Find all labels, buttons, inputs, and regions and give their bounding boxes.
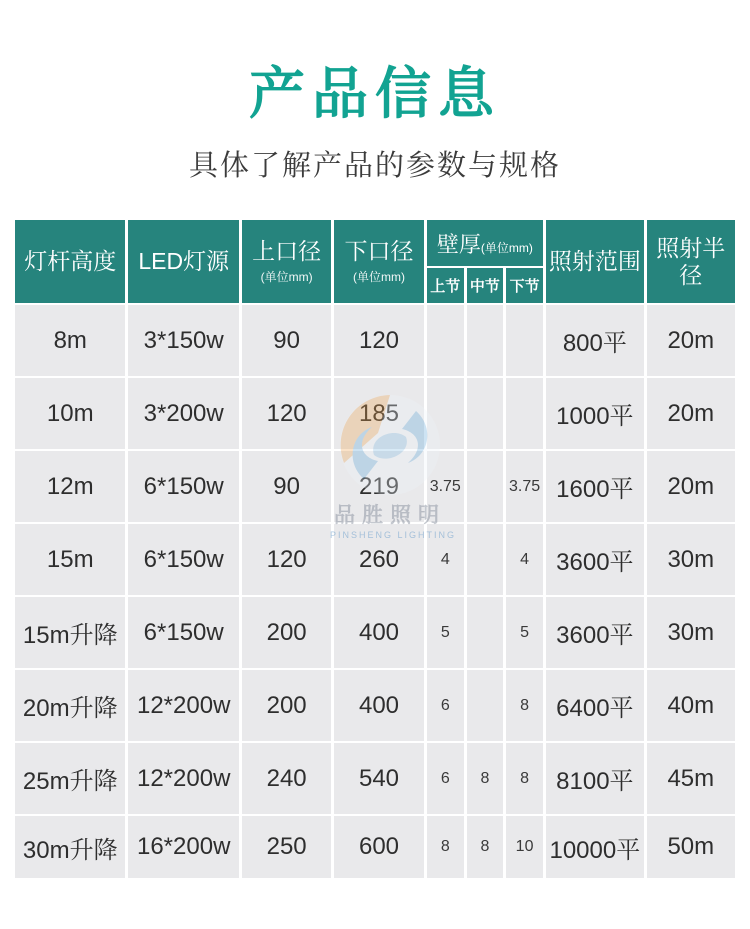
table-cell: 50m bbox=[647, 816, 735, 878]
subcol-header-middle-section: 中节 bbox=[467, 268, 503, 303]
table-cell: 25m升降 bbox=[15, 743, 125, 814]
table-cell: 20m升降 bbox=[15, 670, 125, 741]
table-cell: 3600平 bbox=[546, 524, 643, 595]
table-cell: 540 bbox=[334, 743, 423, 814]
table-body bbox=[15, 305, 735, 878]
table-cell: 3600平 bbox=[546, 597, 643, 668]
table-cell: 20m bbox=[647, 451, 735, 522]
table-cell: 8 bbox=[506, 743, 543, 814]
table-row bbox=[15, 743, 735, 814]
page-subtitle: 具体了解产品的参数与规格 bbox=[188, 150, 561, 183]
table-cell: 30m bbox=[647, 597, 735, 668]
table-cell: 12*200w bbox=[128, 743, 238, 814]
table-cell: 3*200w bbox=[128, 378, 238, 449]
table-cell: 1000平 bbox=[546, 378, 643, 449]
table-row bbox=[15, 670, 735, 741]
table-cell: 5 bbox=[427, 597, 464, 668]
table-cell: 240 bbox=[242, 743, 331, 814]
table-row bbox=[15, 378, 735, 449]
table-row bbox=[15, 305, 735, 376]
table-cell: 8 bbox=[467, 743, 503, 814]
page-header bbox=[0, 0, 750, 184]
page-title: 产品信息 bbox=[249, 62, 501, 125]
col-header-illumination-range: 照射范围 bbox=[546, 220, 643, 303]
table-cell bbox=[427, 378, 464, 449]
table-cell: 20m bbox=[647, 378, 735, 449]
table-cell: 800平 bbox=[546, 305, 643, 376]
subcol-header-upper-section: 上节 bbox=[427, 268, 464, 303]
table-cell: 200 bbox=[242, 670, 331, 741]
table-cell: 6*150w bbox=[128, 524, 238, 595]
table-cell: 90 bbox=[242, 451, 331, 522]
table-cell: 40m bbox=[647, 670, 735, 741]
table-cell: 120 bbox=[242, 378, 331, 449]
table-cell: 8 bbox=[506, 670, 543, 741]
table-row bbox=[15, 451, 735, 522]
table-cell: 4 bbox=[506, 524, 543, 595]
table-cell bbox=[467, 597, 503, 668]
table-cell bbox=[506, 378, 543, 449]
table-cell bbox=[427, 305, 464, 376]
unit-label: (单位mm) bbox=[260, 269, 313, 284]
table-cell: 15m bbox=[15, 524, 125, 595]
table-cell bbox=[467, 451, 503, 522]
table-cell: 16*200w bbox=[128, 816, 238, 878]
table-cell: 1600平 bbox=[546, 451, 643, 522]
table-cell bbox=[506, 305, 543, 376]
table-cell: 6 bbox=[427, 670, 464, 741]
table-row bbox=[15, 597, 735, 668]
spec-table-wrapper bbox=[0, 218, 750, 880]
table-cell: 250 bbox=[242, 816, 331, 878]
table-cell: 8 bbox=[427, 816, 464, 878]
table-cell: 12m bbox=[15, 451, 125, 522]
table-cell: 10m bbox=[15, 378, 125, 449]
col-header-bottom-diameter: 下口径 (单位mm) bbox=[334, 220, 423, 303]
table-cell: 45m bbox=[647, 743, 735, 814]
table-cell: 8 bbox=[467, 816, 503, 878]
table-cell bbox=[467, 305, 503, 376]
table-cell: 8m bbox=[15, 305, 125, 376]
table-cell: 219 bbox=[334, 451, 423, 522]
table-cell: 30m bbox=[647, 524, 735, 595]
table-row bbox=[15, 524, 735, 595]
table-cell bbox=[467, 670, 503, 741]
table-cell: 185 bbox=[334, 378, 423, 449]
col-header-led-source: LED灯源 bbox=[128, 220, 238, 303]
spec-table bbox=[12, 218, 738, 880]
table-cell: 6*150w bbox=[128, 597, 238, 668]
table-cell: 6*150w bbox=[128, 451, 238, 522]
table-cell: 3.75 bbox=[506, 451, 543, 522]
table-header bbox=[15, 220, 735, 303]
table-cell: 12*200w bbox=[128, 670, 238, 741]
brand-subtext: PINSHENG LIGHTING bbox=[330, 530, 457, 541]
table-cell: 10000平 bbox=[546, 816, 643, 878]
table-cell: 200 bbox=[242, 597, 331, 668]
unit-label: (单位mm) bbox=[480, 240, 533, 255]
table-cell: 6 bbox=[427, 743, 464, 814]
subcol-header-lower-section: 下节 bbox=[506, 268, 543, 303]
table-cell bbox=[467, 524, 503, 595]
table-row bbox=[15, 816, 735, 878]
table-cell: 260 bbox=[334, 524, 423, 595]
col-header-top-diameter: 上口径 (单位mm) bbox=[242, 220, 331, 303]
table-cell: 8100平 bbox=[546, 743, 643, 814]
table-cell: 15m升降 bbox=[15, 597, 125, 668]
table-cell: 120 bbox=[242, 524, 331, 595]
table-cell: 120 bbox=[334, 305, 423, 376]
table-cell: 400 bbox=[334, 670, 423, 741]
table-cell: 90 bbox=[242, 305, 331, 376]
table-cell: 600 bbox=[334, 816, 423, 878]
table-cell: 20m bbox=[647, 305, 735, 376]
table-cell: 3.75 bbox=[427, 451, 464, 522]
col-header-illumination-radius: 照射半径 bbox=[647, 220, 735, 303]
table-cell: 10 bbox=[506, 816, 543, 878]
table-cell: 3*150w bbox=[128, 305, 238, 376]
table-cell: 4 bbox=[427, 524, 464, 595]
col-header-pole-height: 灯杆高度 bbox=[15, 220, 125, 303]
table-cell bbox=[467, 378, 503, 449]
table-cell: 30m升降 bbox=[15, 816, 125, 878]
col-header-wall-thickness: 壁厚(单位mm) bbox=[427, 220, 543, 266]
table-cell: 400 bbox=[334, 597, 423, 668]
brand-name: 品胜照明 bbox=[334, 504, 446, 528]
table-cell: 5 bbox=[506, 597, 543, 668]
unit-label: (单位mm) bbox=[353, 269, 405, 284]
table-cell: 6400平 bbox=[546, 670, 643, 741]
